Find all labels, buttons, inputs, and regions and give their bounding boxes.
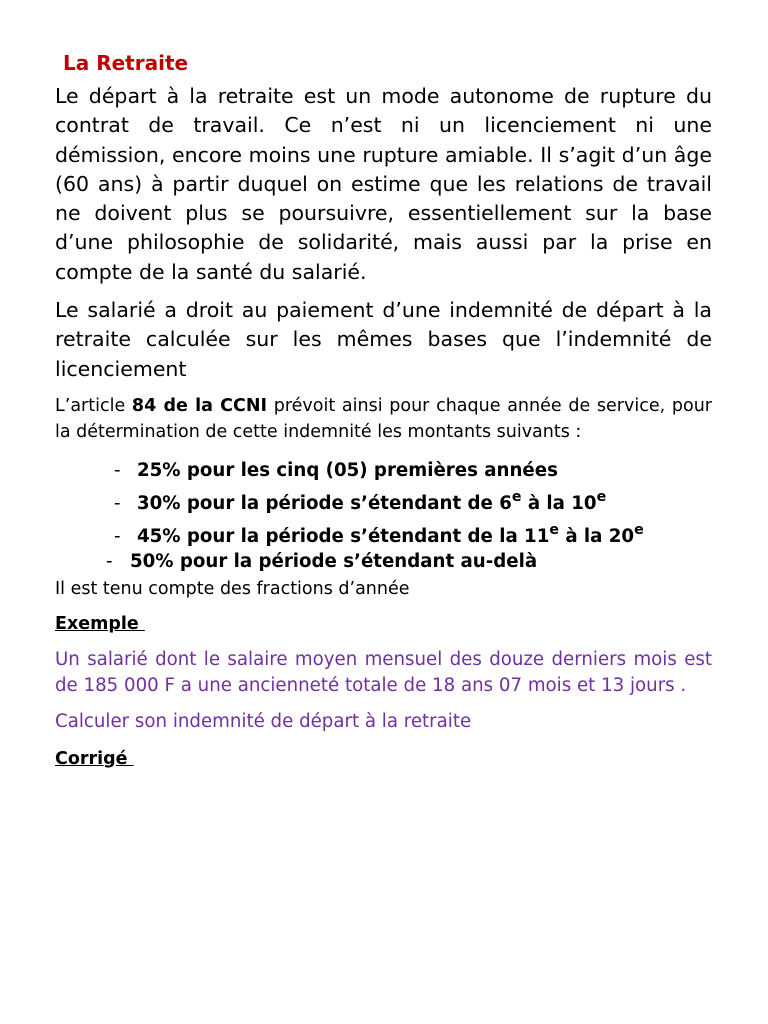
list-item — [55, 487, 712, 520]
calculer-instruction: Calculer son indemnité de départ à la retraite — [55, 711, 472, 733]
ordinal-superscript: e — [549, 522, 559, 539]
list-dash: - — [114, 492, 121, 514]
list-item-text: à la 20 — [558, 525, 635, 547]
exemple-heading: Exemple — [55, 613, 145, 634]
paragraph-definition: Le départ à la retraite est un mode autonome de rupture du contrat de travail. Ce n’est ni un licenciement ni une démission, encore moins une rupture amiable. Il s’agit d’un âge (60 ans) à partir duquel on estime que les relations de travail ne doivent plus se poursuivre, essentiellement sur la base d’une philosophie de solidarité, mais aussi par la prise en compte de la santé du salarié. — [55, 84, 712, 284]
fractions-note: Il est tenu compte des fractions d’année — [55, 578, 410, 599]
list-item — [55, 545, 712, 578]
list-dash: - — [114, 525, 121, 547]
article-reference: 84 de la CCNI — [131, 395, 268, 416]
article-text-after: prévoit ainsi pour chaque année de service, pour la détermination de cette indemnité les montants suivants : — [55, 395, 712, 442]
list-item-text: 30% pour la période s’étendant de 6 — [137, 492, 512, 514]
list-item-text: 25% pour les cinq (05) premières années — [137, 459, 558, 481]
paragraph-article — [55, 393, 712, 445]
document-page — [55, 48, 712, 782]
ordinal-superscript: e — [596, 489, 607, 506]
list-item — [55, 454, 712, 487]
ordinal-superscript: e — [511, 489, 522, 506]
exemple-text: Un salarié dont le salaire moyen mensuel des douze derniers mois est de 185 000 F a une ancienneté totale de 18 ans 07 mois et 13 jours . — [55, 648, 712, 696]
corrige-heading: Corrigé — [55, 748, 134, 769]
list-dash: - — [106, 550, 113, 572]
list-item-text: 45% pour la période s’étendant de la 11 — [137, 525, 550, 547]
ordinal-superscript: e — [634, 522, 644, 539]
list-item-text: à la 10 — [521, 492, 597, 514]
list-dash: - — [114, 459, 121, 481]
document-title: La Retraite — [63, 51, 189, 75]
paragraph-indemnity: Le salarié a droit au paiement d’une indemnité de départ à la retraite calculée sur les mêmes bases que l’indemnité de licenciement — [55, 298, 712, 381]
list-item-text: 50% pour la période s’étendant au-delà — [130, 550, 538, 572]
article-text-before: L’article — [55, 395, 132, 416]
rates-list — [55, 454, 712, 578]
